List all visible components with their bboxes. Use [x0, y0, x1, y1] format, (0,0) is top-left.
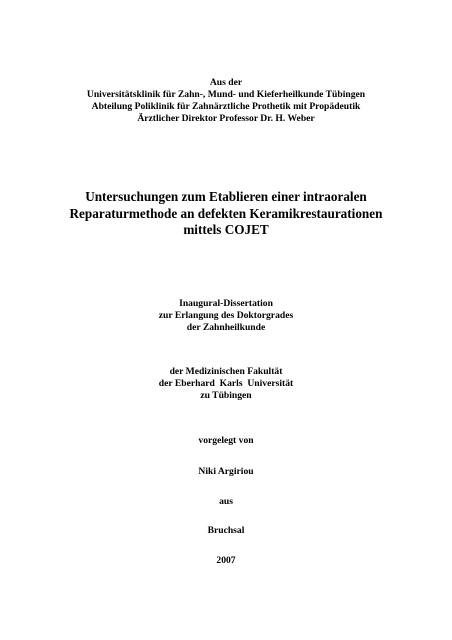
presented-by-label — [0, 435, 452, 447]
publication-year-text: 2007 — [216, 555, 236, 566]
faculty-block — [0, 366, 452, 402]
title-line-1: Untersuchungen zum Etablieren einer intraoralen — [85, 189, 367, 204]
header-line-from: Aus der — [209, 77, 243, 88]
from-label — [0, 496, 452, 508]
from-label-text: aus — [219, 496, 233, 507]
dissertation-line-1: Inaugural-Dissertation — [179, 298, 273, 309]
place-of-origin — [0, 525, 452, 537]
dissertation-title — [0, 189, 452, 239]
dissertation-line-3: der Zahnheilkunde — [186, 322, 266, 333]
title-line-3: mittels COJET — [183, 222, 269, 237]
faculty-line-1: der Medizinischen Fakultät — [169, 366, 283, 377]
faculty-line-3: zu Tübingen — [200, 390, 252, 401]
dissertation-type — [0, 298, 452, 334]
author-name — [0, 466, 452, 478]
header-line-department: Abteilung Poliklinik für Zahnärztliche Prothetik mit Propädeutik — [91, 101, 361, 112]
presented-by-text: vorgelegt von — [198, 435, 254, 446]
author-name-text: Niki Argiriou — [198, 466, 254, 477]
dissertation-line-2: zur Erlangung des Doktorgrades — [158, 310, 294, 321]
header-line-clinic: Universitätsklinik für Zahn-, Mund- und Kieferheilkunde Tübingen — [86, 89, 366, 100]
place-of-origin-text: Bruchsal — [207, 525, 245, 536]
title-line-2: Reparaturmethode an defekten Keramikrestaurationen — [69, 205, 383, 221]
publication-year — [0, 555, 452, 567]
header-line-director: Ärztlicher Direktor Professor Dr. H. Weber — [137, 113, 315, 124]
faculty-line-2: der Eberhard Karls Universität — [158, 378, 294, 389]
institution-header — [0, 77, 452, 125]
